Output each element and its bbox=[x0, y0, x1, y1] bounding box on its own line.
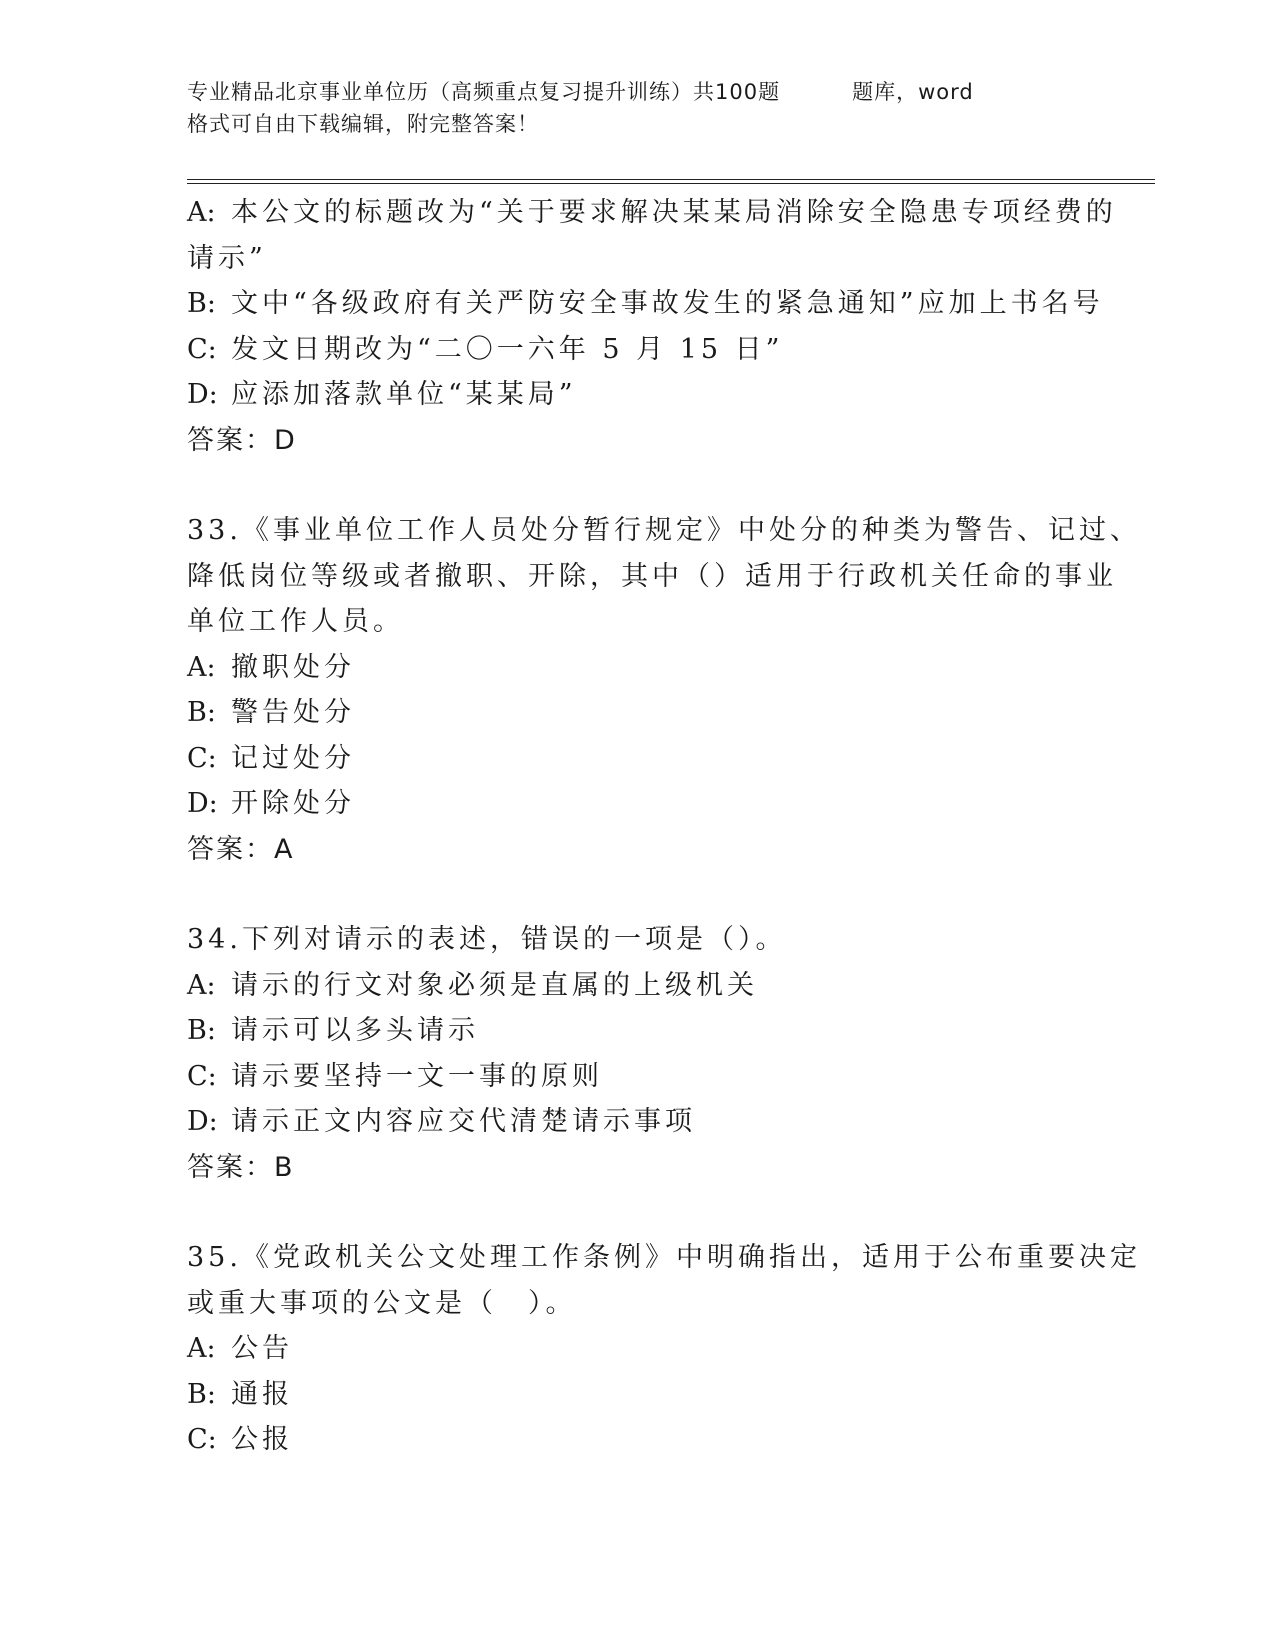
option-a: A: 撤职处分 bbox=[187, 651, 355, 683]
question-text: 33.《事业单位工作人员处分暂行规定》中处分的种类为警告、记过、 bbox=[187, 515, 1141, 546]
option-d: D: 请示正文内容应交代清楚请示事项 bbox=[187, 1106, 696, 1137]
header-line-2: 格式可自由下载编辑，附完整答案！ bbox=[187, 112, 539, 136]
answer: 答案：A bbox=[187, 833, 295, 865]
option-d: D: 开除处分 bbox=[187, 788, 355, 819]
question-text: 单位工作人员。 bbox=[187, 606, 404, 637]
question-text: 34.下列对请示的表述，错误的一项是（）。 bbox=[187, 924, 787, 955]
option-b: B: 通报 bbox=[187, 1378, 293, 1410]
page-header bbox=[187, 76, 1057, 140]
answer: 答案：D bbox=[187, 424, 297, 456]
option-c: C: 记过处分 bbox=[187, 742, 355, 774]
question-text: 降低岗位等级或者撤职、开除，其中（）适用于行政机关任命的事业 bbox=[187, 560, 1117, 592]
option-a-continued: 请示” bbox=[187, 242, 267, 274]
option-c: C: 请示要坚持一文一事的原则 bbox=[187, 1060, 603, 1092]
question-32-tail bbox=[187, 190, 1117, 463]
option-d: D: 应添加落款单位“某某局” bbox=[187, 379, 577, 410]
document-body bbox=[187, 190, 1141, 1463]
option-c: C: 公报 bbox=[187, 1424, 293, 1455]
header-line-1 bbox=[187, 76, 1057, 108]
option-a: A: 请示的行文对象必须是直属的上级机关 bbox=[187, 969, 758, 1001]
header-title: 专业精品北京事业单位历（高频重点复习提升训练）共100题 bbox=[187, 80, 781, 104]
option-a: A: 本公文的标题改为“关于要求解决某某局消除安全隐患专项经费的 bbox=[187, 197, 1117, 228]
question-text: 或重大事项的公文是（ ）。 bbox=[187, 1287, 577, 1319]
option-b: B: 警告处分 bbox=[187, 697, 355, 728]
answer: 答案：B bbox=[187, 1151, 295, 1183]
header-rule-top bbox=[187, 179, 1155, 180]
question-33 bbox=[187, 508, 1141, 872]
option-c: C: 发文日期改为“二〇一六年 5 月 15 日” bbox=[187, 333, 784, 365]
question-34 bbox=[187, 917, 1087, 1190]
question-35 bbox=[187, 1235, 1141, 1463]
option-b: B: 文中“各级政府有关严防安全事故发生的紧急通知”应加上书名号 bbox=[187, 288, 1104, 319]
header-title-suffix: 题库，word bbox=[852, 80, 974, 104]
header-rule-bottom bbox=[187, 183, 1155, 184]
option-a: A: 公告 bbox=[187, 1333, 293, 1364]
option-b: B: 请示可以多头请示 bbox=[187, 1015, 479, 1046]
question-text: 35.《党政机关公文处理工作条例》中明确指出，适用于公布重要决定 bbox=[187, 1242, 1141, 1273]
